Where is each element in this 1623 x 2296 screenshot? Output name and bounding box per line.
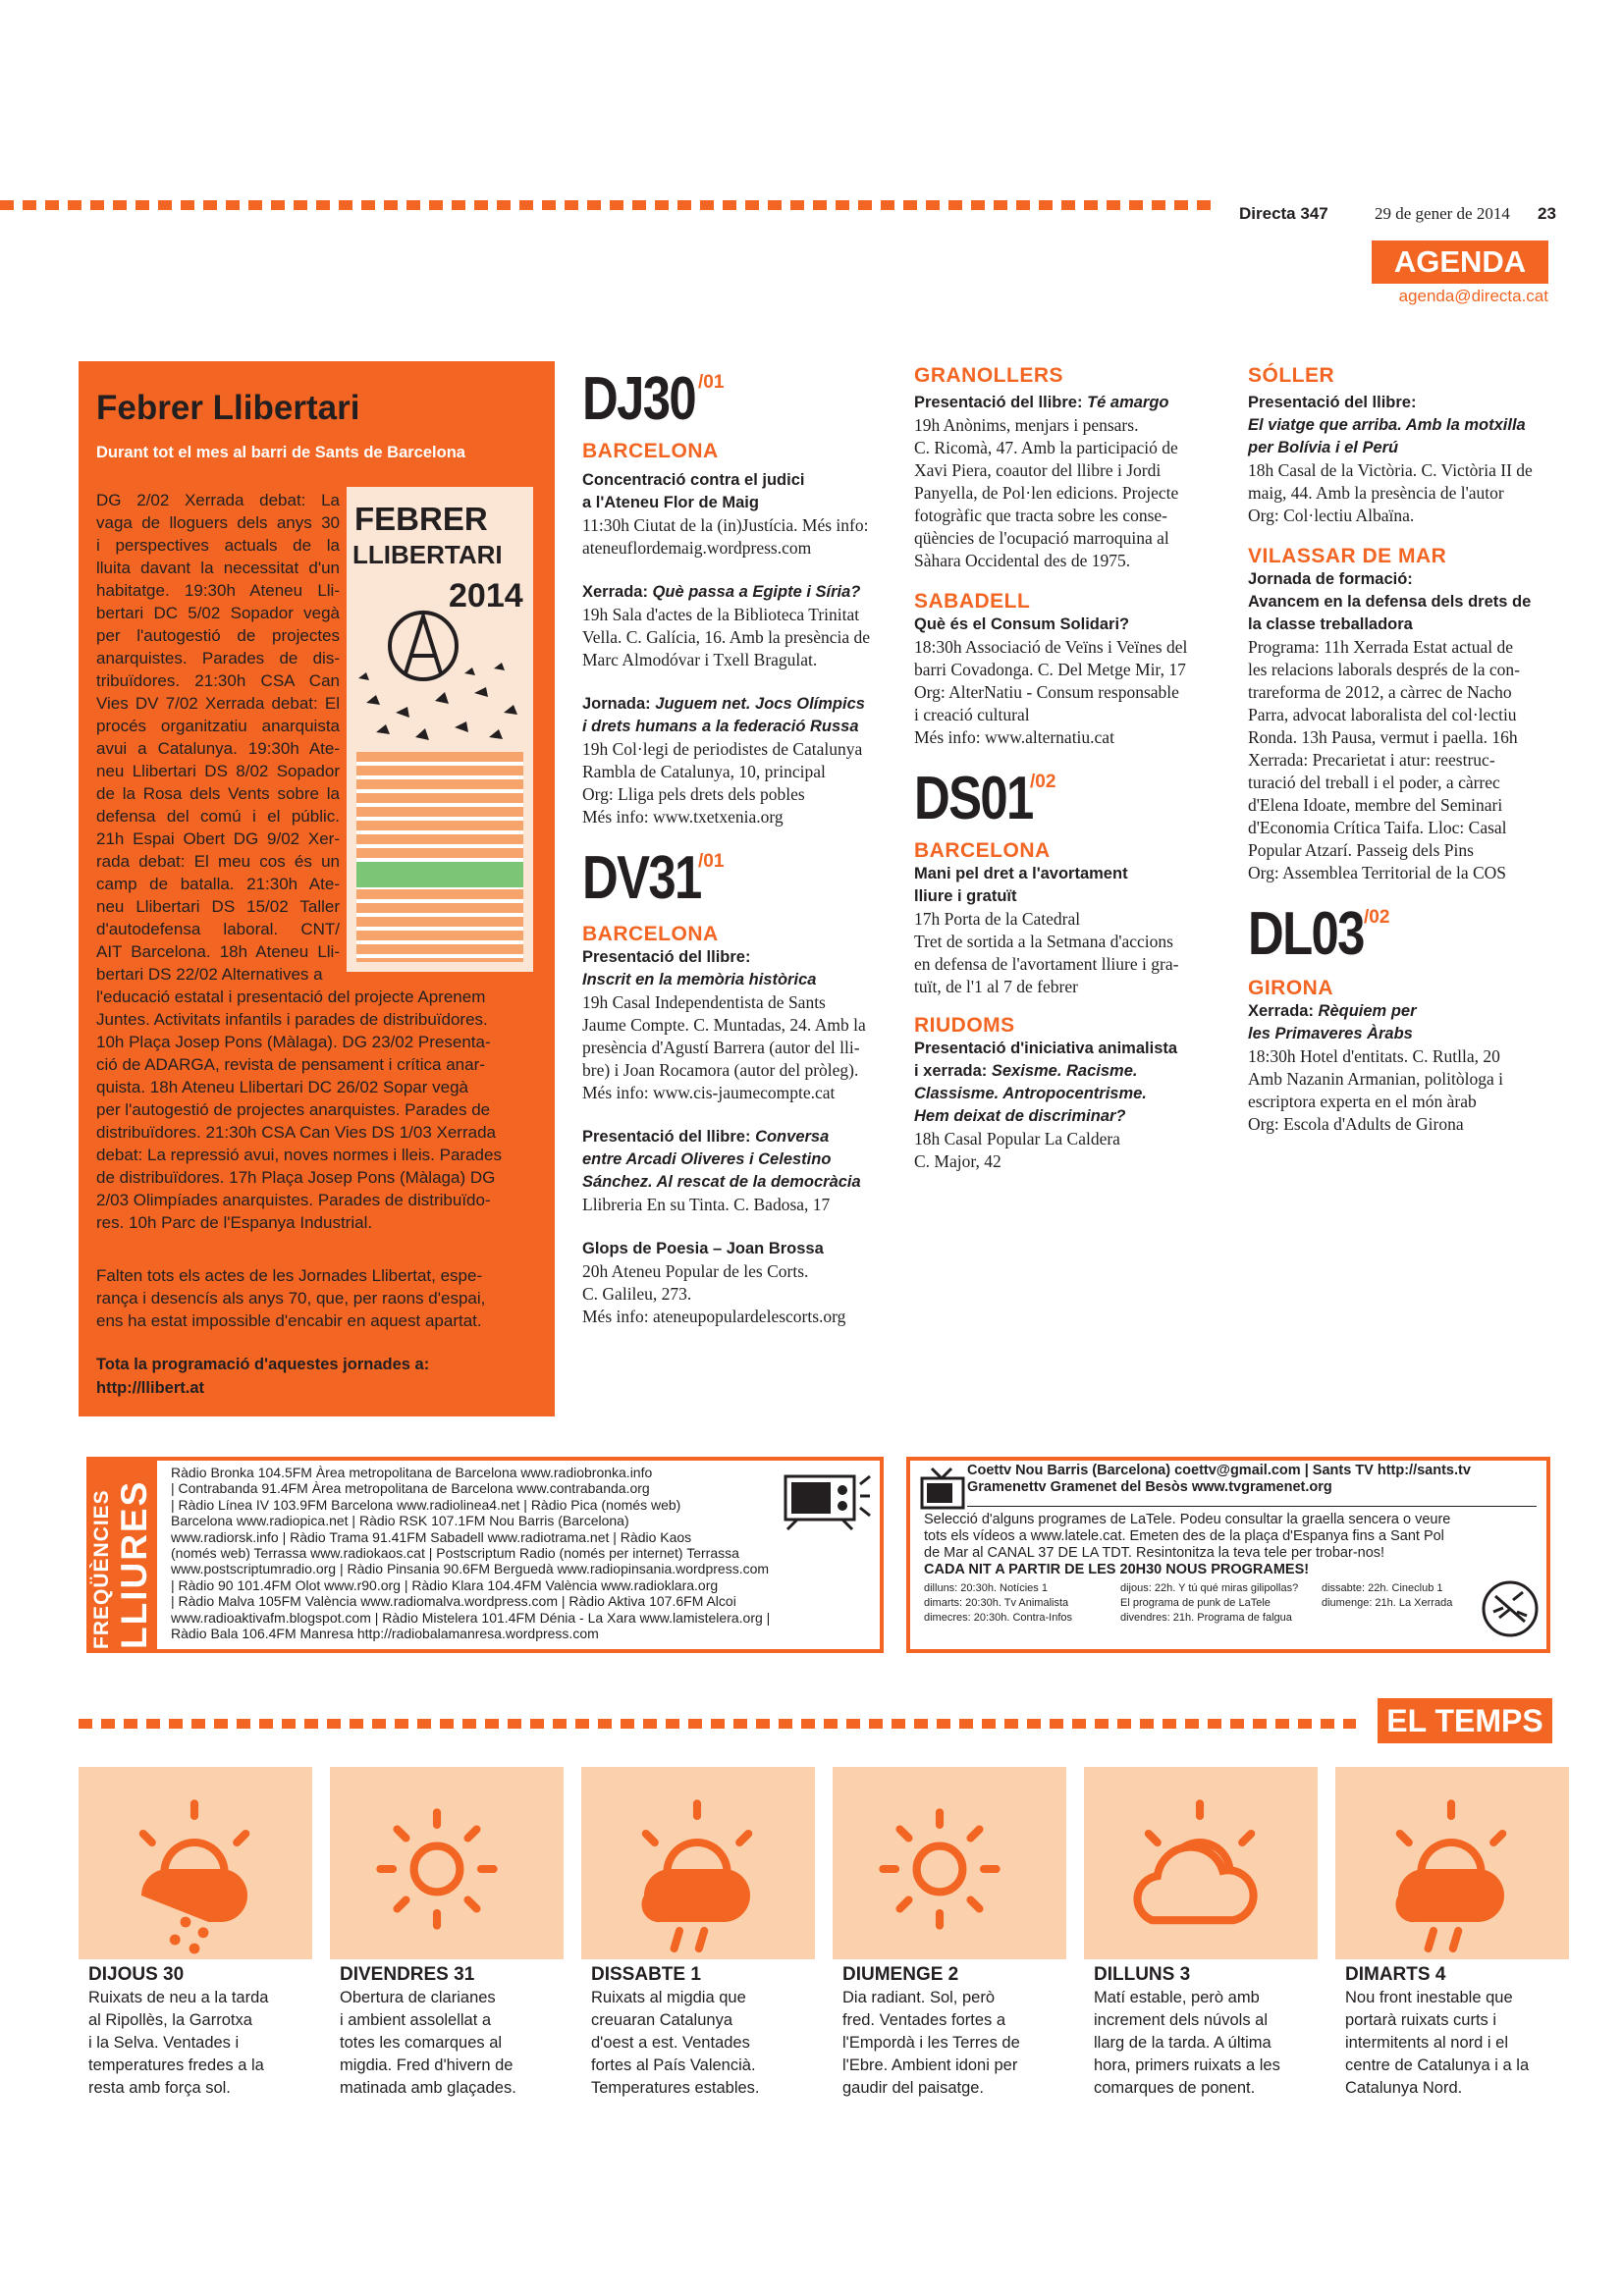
event-details: [1248, 636, 1562, 884]
event-detail-line: C. Ricomà, 47. Amb la participació de: [914, 438, 1178, 457]
event-link[interactable]: Més info: ateneupopulardelescorts.org: [582, 1307, 846, 1326]
mosquito-icon: [1480, 1578, 1541, 1639]
weather-desc-line: hora, primers ruixats a les: [1094, 2056, 1280, 2074]
tv-divider: [967, 1506, 1537, 1507]
day-heading-dl03: [1248, 902, 1562, 967]
feature-body-line: de distribuïdores. 17h Plaça Josep Pons (Màlaga) DG: [96, 1168, 496, 1187]
feature-body-line: res. 10h Parc de l'Espanya Industrial.: [96, 1213, 373, 1232]
feature-body-line: avui a Catalunya. 19:30h Ate-: [96, 739, 340, 758]
event-detail-line: Vella. C. Galícia, 16. Amb la presència de: [582, 627, 871, 647]
agenda-column-3: [914, 364, 1218, 1173]
event-detail-line: presència d'Agustí Barrera (autor del lli-: [582, 1038, 860, 1057]
feature-body-line: Juntes. Activitats infantils i parades de distribuïdores.: [96, 1010, 488, 1029]
radio-station-line: Barcelona www.radiopica.net | Ràdio RSK 107.1FM Nou Barris (Barcelona): [171, 1513, 629, 1529]
tv-schedule-entry: diumenge: 21h. La Xerrada: [1322, 1597, 1453, 1609]
event-details: [582, 514, 889, 560]
feature-body-line: anarquistes. Parades de dis-: [96, 649, 340, 667]
event-title-line: Jornada de formació:: [1248, 570, 1413, 588]
event-detail-line: Tret de sortida a la Setmana d'accions: [914, 932, 1173, 951]
event-title-italic: Classisme. Antropocentrisme.: [914, 1085, 1147, 1102]
event-detail-line: Jaume Compte. C. Muntadas, 24. Amb la: [582, 1015, 866, 1035]
weather-text: [591, 1961, 825, 2100]
radio-station-line: www.radiorsk.info | Ràdio Trama 91.41FM Sabadell www.radiotrama.net | Ràdio Kaos: [171, 1528, 692, 1545]
event-detail-line: turació del treball i el poder, a càrrec: [1248, 773, 1500, 792]
day-month: /01: [698, 851, 725, 872]
tv-description: [924, 1512, 1533, 1578]
tv-icon: [918, 1465, 967, 1514]
event-detail-line: 11:30h Ciutat de la (in)Justícia. Més info:: [582, 515, 869, 535]
radio-station-line: | Contrabanda 91.4FM Àrea metropolitana de Barcelona www.contrabanda.org: [171, 1480, 650, 1497]
weather-card: [1084, 1767, 1318, 1959]
feature-body-line: Vies DV 7/02 Xerrada debat: El: [96, 694, 340, 713]
weather-desc-line: resta amb força sol.: [88, 2079, 231, 2097]
event-detail-line: Org: AlterNatiu - Consum responsable: [914, 682, 1179, 702]
page-number: 23: [1538, 204, 1556, 223]
event-detail-line: Panyella, de Pol·len edicions. Projecte: [914, 483, 1179, 503]
event-title: [914, 863, 1218, 908]
city-heading: BARCELONA: [582, 923, 719, 945]
event-detail-line: fotogràfic que tracta sobre les conse-: [914, 506, 1168, 525]
weather-day-name: DILLUNS 3: [1094, 1964, 1191, 1985]
city-heading: RIUDOMS: [914, 1014, 1015, 1037]
weather-desc-line: fortes al País Valencià.: [591, 2056, 756, 2074]
feature-body-line: vaga de lloguers dels anys 30: [96, 513, 340, 532]
event-details: [914, 1128, 1218, 1173]
feature-body-line: AIT Barcelona. 18h Ateneu Lli-: [96, 942, 340, 961]
weather-section-label: EL TEMPS: [1378, 1698, 1552, 1743]
feature-body-line: per l'autogestió de projectes anarquistes. Parades de: [96, 1100, 491, 1119]
tv-schedule-entry: divendres: 21h. Programa de falgua: [1120, 1612, 1292, 1624]
day-month: /02: [1030, 772, 1056, 792]
event-title-line: Mani pel dret a l'avortament: [914, 865, 1128, 882]
publication-name: Directa 347: [1239, 204, 1328, 223]
feature-box: [79, 361, 555, 1416]
section-label: AGENDA: [1372, 240, 1548, 284]
feature-body-line: tribuïdores. 21:30h CSA Can: [96, 671, 340, 690]
weather-desc-line: i la Selva. Ventades i: [88, 2034, 240, 2052]
event-detail-line: Marc Almodóvar i Txell Bragulat.: [582, 650, 818, 669]
agenda-column-4: [1248, 364, 1562, 1136]
day-code: DV31: [582, 844, 701, 912]
event-title-italic: les Primaveres Àrabs: [1248, 1025, 1413, 1042]
tv-desc-line: Selecció d'alguns programes de LaTele. Podeu consultar la graella sencera o veure: [924, 1512, 1451, 1527]
radio-side-title-2: LLIURES: [114, 1479, 154, 1649]
day-month: /01: [698, 372, 725, 393]
feature-note: [96, 1264, 536, 1332]
event-detail-line: Xavi Piera, coautor del llibre i Jordi: [914, 460, 1162, 480]
radio-station-line: www.postscriptumradio.org | Ràdio Pinsania 90.6FM Berguedà www.radiopinsania.wordpress.com: [171, 1561, 770, 1577]
city-heading: BARCELONA: [582, 440, 719, 462]
partly-cloudy-icon: [1111, 1781, 1288, 1957]
event-details: [914, 908, 1218, 998]
tv-desc-line: de Mar al CANAL 37 DE LA TDT. Resintonitza la teva tele per trobar-nos!: [924, 1545, 1385, 1561]
event-detail-line: Rambla de Catalunya, 10, principal: [582, 762, 826, 781]
day-month: /02: [1364, 907, 1390, 928]
event-title: [1248, 1000, 1562, 1045]
weather-text: [1345, 1961, 1579, 2100]
event-title-line: a l'Ateneu Flor de Maig: [582, 494, 759, 511]
event-title: [582, 693, 889, 738]
weather-desc-line: gaudir del paisatge.: [842, 2079, 985, 2097]
feature-note-line: rança i desencís als anys 70, que, per raons d'espai,: [96, 1289, 486, 1308]
snow-icon: [106, 1781, 283, 1957]
event-detail-line: Xerrada: Precarietat i atur: reestruc-: [1248, 750, 1495, 770]
event-detail-line: d'Economia Crítica Taifa. Lloc: Casal: [1248, 818, 1507, 837]
day-code: DS01: [914, 765, 1033, 832]
event-details: [914, 636, 1218, 749]
event-detail-line: 18h Casal Popular La Caldera: [914, 1129, 1120, 1148]
poster-title-1: FEBRER: [354, 501, 488, 537]
event-detail-line: les relacions laborals després de la con-: [1248, 660, 1520, 679]
weather-day-name: DIMARTS 4: [1345, 1964, 1446, 1985]
tv-schedule-entry: dissabte: 22h. Cineclub 1: [1322, 1582, 1443, 1594]
event-link[interactable]: Més info: www.alternatiu.cat: [914, 727, 1114, 747]
event-detail-line: 19h Sala d'actes de la Biblioteca Trinitat: [582, 605, 860, 624]
event-detail-line: 19h Casal Independentista de Sants: [582, 992, 826, 1012]
event-detail-line: trareforma de 2012, a càrrec de Nacho: [1248, 682, 1512, 702]
day-heading-ds01: [914, 767, 1218, 831]
feature-body-line: habitatge. 19:30h Ateneu Lli-: [96, 581, 340, 600]
event-detail-line: Popular Atzarí. Passeig dels Pins: [1248, 840, 1474, 860]
weather-desc-line: centre de Catalunya i a la: [1345, 2056, 1530, 2074]
tv-schedule-entry: dimecres: 20:30h. Contra-Infos: [924, 1612, 1073, 1624]
feature-body-line: bertari DC 5/02 Sopador vegà: [96, 604, 340, 622]
event-detail-line: C. Major, 42: [914, 1151, 1001, 1171]
event-title-italic: Conversa: [755, 1128, 830, 1146]
event-title-line: Concentració contra el judici: [582, 471, 805, 489]
feature-body-line: bertari DS 22/02 Alternatives a: [96, 965, 323, 984]
event-details: [1248, 459, 1562, 527]
feature-body-line: l'educació estatal i presentació del projecte Aprenem: [96, 988, 486, 1006]
radio-station-line: | Ràdio Malva 105FM València www.radiomalva.wordpress.com | Ràdio Aktiva 107.6FM Alcoi: [171, 1593, 736, 1610]
weather-day-name: DIJOUS 30: [88, 1964, 185, 1985]
tv-channel-line: Gramenettv Gramenet del Besòs www.tvgramenet.org: [967, 1479, 1332, 1495]
city-heading: SÓLLER: [1248, 364, 1335, 387]
event-title: [914, 1038, 1218, 1128]
weather-day-name: DIVENDRES 31: [340, 1964, 475, 1985]
agenda-email-link[interactable]: agenda@directa.cat: [1398, 287, 1548, 305]
feature-body-line: procés organitzatiu anarquista: [96, 717, 340, 735]
event-details: [914, 414, 1218, 572]
feature-body-line: 21h Espai Obert DG 9/02 Xer-: [96, 829, 340, 848]
feature-url-link[interactable]: http://llibert.at: [96, 1379, 204, 1397]
weather-desc-line: totes les comarques al: [340, 2034, 503, 2052]
event-title-italic: Hem deixat de discriminar?: [914, 1107, 1126, 1125]
poster-year: 2014: [449, 577, 523, 614]
city-heading: BARCELONA: [914, 839, 1051, 862]
event-link[interactable]: Més info: www.txetxenia.org: [582, 807, 784, 827]
weather-desc-line: Dia radiant. Sol, però: [842, 1989, 996, 2006]
event-title: Glops de Poesia – Joan Brossa: [582, 1240, 824, 1257]
event-title: [582, 946, 889, 991]
feature-body-line: de la Rosa dels Vents sobre la: [96, 784, 340, 803]
city-heading: GIRONA: [1248, 977, 1333, 999]
event-title-italic: Sánchez. Al rescat de la democràcia: [582, 1173, 861, 1191]
event-detail-line: escriptora experta en el món àrab: [1248, 1092, 1477, 1111]
weather-desc-line: i ambient assolellat a: [340, 2011, 492, 2029]
rain-icon: [1363, 1781, 1540, 1957]
event-label: Xerrada:: [582, 583, 653, 601]
feature-title: Febrer Llibertari: [96, 389, 360, 427]
weather-text: [842, 1961, 1076, 2100]
event-details: [1248, 1045, 1562, 1136]
weather-card: [833, 1767, 1066, 1959]
radio-station-line: Ràdio Bronka 104.5FM Àrea metropolitana de Barcelona www.radiobronka.info: [171, 1465, 653, 1480]
event-detail-line: maig, 44. Amb la presència de l'autor: [1248, 483, 1504, 503]
radio-station-list: [171, 1465, 878, 1641]
event-detail-line: barri Covadonga. C. Del Metge Mir, 17: [914, 660, 1186, 679]
event-title: Què és el Consum Solidari?: [914, 615, 1130, 633]
weather-card: [1335, 1767, 1569, 1959]
radio-station-line: | Ràdio 90 101.4FM Olot www.r90.org | Ràdio Klara 104.4FM València www.radioklara.org: [171, 1576, 719, 1593]
radio-station-line: Ràdio Bala 106.4FM Manresa http://radiobalamanresa.wordpress.com: [171, 1626, 599, 1642]
day-code: DJ30: [582, 365, 695, 433]
event-title-italic: i drets humans a la federació Russa: [582, 718, 859, 735]
event-link[interactable]: Més info: www.cis-jaumecompte.cat: [582, 1083, 836, 1102]
radio-side-title: [86, 1457, 157, 1653]
weather-text: [1094, 1961, 1327, 2100]
feature-body-line: distribuïdores. 21:30h CSA Can Vies DS 1/03 Xerrada: [96, 1123, 496, 1142]
tv-section: [906, 1457, 1550, 1653]
event-title-line: Presentació del llibre:: [1248, 394, 1417, 411]
feature-body-line: neu Llibertari DS 8/02 Sopador: [96, 762, 340, 780]
event-detail-line: Org: Assemblea Territorial de la COS: [1248, 863, 1507, 882]
event-title-line: lliure i gratuït: [914, 887, 1017, 905]
event-title: [582, 1126, 889, 1194]
event-detail-line: d'Elena Idoate, membre del Seminari: [1248, 795, 1503, 815]
tv-schedule-entry: dijous: 22h. Y tú qué miras gilipollas?: [1120, 1582, 1299, 1594]
tv-channels: [967, 1463, 1546, 1496]
weather-desc-line: Temperatures estables.: [591, 2079, 760, 2097]
event-title: [582, 469, 889, 514]
event-detail-line: Parra, advocat laboralista del col·lectiu: [1248, 705, 1517, 724]
event-detail-line: C. Galileu, 273.: [582, 1284, 692, 1304]
tv-desc-line: tots els vídeos a www.latele.cat. Emeten des de la plaça d'Espanya fins a Sant Pol: [924, 1528, 1444, 1544]
feature-body-line: 10h Plaça Josep Pons (Màlaga). DG 23/02 Presenta-: [96, 1033, 491, 1051]
event-detail-line: Ronda. 13h Pausa, vermut i paella. 16h: [1248, 727, 1518, 747]
weather-desc-line: migdia. Fred d'hivern de: [340, 2056, 514, 2074]
event-detail-line: Amb Nazanin Armanian, politòloga i: [1248, 1069, 1504, 1089]
event-title-line: la classe treballadora: [1248, 615, 1413, 633]
issue-date: 29 de gener de 2014: [1375, 204, 1510, 223]
weather-desc-line: Nou front inestable que: [1345, 1989, 1513, 2006]
event-detail-line: 19h Col·legi de periodistes de Catalunya: [582, 739, 863, 759]
city-heading: VILASSAR DE MAR: [1248, 545, 1447, 567]
feature-footer: [96, 1353, 536, 1400]
weather-desc-line: temperatures fredes a la: [88, 2056, 264, 2074]
tv-desc-line: CADA NIT A PARTIR DE LES 20H30 NOUS PROGRAMES!: [924, 1562, 1310, 1577]
tv-schedule-entry: dimarts: 20:30h. Tv Animalista: [924, 1597, 1069, 1609]
radio-side-title-1: FREQÜÈNCIES: [90, 1489, 113, 1649]
event-title: [914, 392, 1218, 414]
event-details: [582, 604, 889, 671]
event-label: Presentació del llibre:: [914, 394, 1088, 411]
feature-body-line: DG 2/02 Xerrada debat: La: [96, 491, 340, 509]
header-dash-rule: [0, 200, 1217, 210]
radio-station-line: | Ràdio Línea IV 103.9FM Barcelona www.radiolinea4.net | Ràdio Pica (només web): [171, 1496, 681, 1513]
feature-body-line: rada debat: El meu cos és un: [96, 852, 340, 871]
event-detail-line: Org: Escola d'Adults de Girona: [1248, 1114, 1464, 1134]
poster-title-2: LLIBERTARI: [352, 540, 503, 569]
event-detail-line: Programa: 11h Xerrada Estat actual de: [1248, 637, 1514, 657]
event-detail-line: 19h Anònims, menjars i pensars.: [914, 415, 1139, 435]
weather-desc-line: intermitents al nord i el: [1345, 2034, 1508, 2052]
weather-desc-line: Matí estable, però amb: [1094, 1989, 1260, 2006]
event-detail-line: bre) i Joan Rocamora (autor del pròleg).: [582, 1060, 859, 1080]
weather-desc-line: llarg de la tarda. A última: [1094, 2034, 1271, 2052]
weather-day-name: DIUMENGE 2: [842, 1964, 959, 1985]
event-title-line: Presentació d'iniciativa animalista: [914, 1040, 1178, 1057]
weather-card: [79, 1767, 312, 1959]
radio-station-line: (només web) Terrassa www.radiokaos.cat | Postscriptum Radio (només per internet) Terrassa: [171, 1545, 739, 1562]
event-title-italic: Sexisme. Racisme.: [991, 1062, 1138, 1080]
rain-icon: [609, 1781, 785, 1957]
weather-desc-line: l'Empordà i les Terres de: [842, 2034, 1020, 2052]
feature-body-line: quista. 18h Ateneu Llibertari DC 26/02 Sopar vegà: [96, 1078, 468, 1096]
weather-desc-line: Catalunya Nord.: [1345, 2079, 1463, 2097]
weather-text: [88, 1961, 322, 2100]
event-label: Jornada:: [582, 695, 656, 713]
event-details: [582, 991, 889, 1104]
event-detail-line: 18:30h Associació de Veïns i Veïnes del: [914, 637, 1188, 657]
feature-body-line: i perspectives actuals de la: [96, 536, 340, 555]
radio-section: [86, 1457, 884, 1653]
event-label: Presentació del llibre:: [582, 1128, 756, 1146]
feature-footer-line: Tota la programació d'aquestes jornades a:: [96, 1356, 430, 1373]
feature-body-line: lluita davant la necessitat d'un: [96, 559, 340, 577]
feature-body-line: debat: La repressió avui, noves normes i lleis. Parades: [96, 1146, 502, 1164]
feature-body-line: defensa del comú i el públic.: [96, 807, 340, 826]
weather-text: [340, 1961, 573, 2100]
weather-card: [330, 1767, 564, 1959]
weather-dash-rule: [79, 1719, 1356, 1729]
feature-body-line: camp de batalla. 21:30h Ate-: [96, 875, 340, 893]
event-detail-line: i creació cultural: [914, 705, 1030, 724]
event-detail-line: Llibreria En su Tinta. C. Badosa, 17: [582, 1195, 831, 1214]
event-detail-line: tuït, de l'1 al 7 de febrer: [914, 977, 1078, 996]
feature-note-line: ens ha estat impossible d'encabir en aquest apartat.: [96, 1311, 482, 1330]
feature-body-line: per l'autogestió de projectes: [96, 626, 340, 645]
event-title-italic: Què passa a Egipte i Síria?: [652, 583, 861, 601]
event-details: [582, 1260, 889, 1328]
weather-desc-line: l'Ebre. Ambient idoni per: [842, 2056, 1018, 2074]
weather-desc-line: al Ripollès, la Garrotxa: [88, 2011, 252, 2029]
event-title-italic: Rèquiem per: [1318, 1002, 1417, 1020]
event-title-italic: Inscrit en la memòria històrica: [582, 971, 817, 988]
feature-body-line: d'autodefensa laboral. CNT/: [96, 920, 340, 938]
event-detail-line: 18:30h Hotel d'entitats. C. Rutlla, 20: [1248, 1046, 1500, 1066]
event-detail-line: 18h Casal de la Victòria. C. Victòria II de: [1248, 460, 1533, 480]
event-detail-line: 17h Porta de la Catedral: [914, 909, 1081, 929]
event-title-line: Avancem en la defensa dels drets de: [1248, 593, 1532, 611]
event-detail-line: Sàhara Occidental des de 1975.: [914, 551, 1131, 570]
day-code: DL03: [1248, 900, 1364, 968]
event-title-line: Presentació del llibre:: [582, 948, 751, 966]
day-heading-dj30: [582, 367, 889, 432]
event-title: [582, 581, 889, 604]
day-heading-dv31: [582, 846, 889, 911]
city-heading: SABADELL: [914, 590, 1031, 613]
city-heading: GRANOLLERS: [914, 364, 1063, 387]
header-masthead: [1239, 204, 1556, 224]
event-label: Xerrada:: [1248, 1002, 1319, 1020]
weather-desc-line: matinada amb glaçades.: [340, 2079, 516, 2097]
weather-desc-line: fred. Ventades fortes a: [842, 2011, 1006, 2029]
feature-subtitle: Durant tot el mes al barri de Sants de Barcelona: [96, 444, 465, 461]
event-link[interactable]: ateneuflordemaig.wordpress.com: [582, 538, 812, 558]
weather-desc-line: creuaran Catalunya: [591, 2011, 733, 2029]
tv-schedule-entry: El programa de punk de LaTele: [1120, 1597, 1271, 1609]
event-detail-line: Org: Lliga pels drets dels pobles: [582, 784, 805, 804]
event-detail-line: Org: Col·lectiu Albaïna.: [1248, 506, 1415, 525]
feature-body-line: neu Llibertari DS 15/02 Taller: [96, 897, 340, 916]
event-detail-line: 20h Ateneu Popular de les Corts.: [582, 1261, 809, 1281]
event-title-italic: per Bolívia i el Perú: [1248, 439, 1399, 456]
weather-desc-line: d'oest a est. Ventades: [591, 2034, 750, 2052]
feature-body-line: 2/03 Olimpíades anarquistes. Parades de distribuïdo-: [96, 1191, 491, 1209]
sun-icon: [357, 1781, 534, 1957]
feature-body-line: ció de ADARGA, revista de pensament i crítica anar-: [96, 1055, 485, 1074]
feature-note-line: Falten tots els actes de les Jornades Llibertat, espe-: [96, 1266, 483, 1285]
event-title: [1248, 392, 1562, 459]
weather-desc-line: Obertura de clarianes: [340, 1989, 496, 2006]
radio-station-line: www.radioaktivafm.blogspot.com | Ràdio Mistelera 101.4FM Dénia - La Xara www.lamistelera.org |: [171, 1609, 771, 1626]
event-title-italic: entre Arcadi Oliveres i Celestino: [582, 1150, 832, 1168]
weather-desc-line: Ruixats de neu a la tarda: [88, 1989, 269, 2006]
sun-icon: [860, 1781, 1037, 1957]
weather-day-name: DISSABTE 1: [591, 1964, 701, 1985]
weather-desc-line: Ruixats al migdia que: [591, 1989, 746, 2006]
weather-desc-line: increment dels núvols al: [1094, 2011, 1269, 2029]
feature-body: [96, 489, 536, 1234]
tv-channel-line: Coettv Nou Barris (Barcelona) coettv@gmail.com | Sants TV http://sants.tv: [967, 1463, 1471, 1478]
event-title-italic: Té amargo: [1087, 394, 1169, 411]
event-detail-line: en defensa de l'avortament lliure i gra-: [914, 954, 1179, 974]
weather-desc-line: comarques de ponent.: [1094, 2079, 1256, 2097]
event-label: i xerrada:: [914, 1062, 992, 1080]
event-title: [1248, 568, 1562, 636]
event-detail-line: qüències de l'ocupació marroquina al: [914, 528, 1169, 548]
event-details: [582, 1194, 889, 1216]
weather-desc-line: portarà ruixats curts i: [1345, 2011, 1497, 2029]
event-title-italic: Juguem net. Jocs Olímpics: [655, 695, 865, 713]
event-details: [582, 738, 889, 828]
event-title-italic: El viatge que arriba. Amb la motxilla: [1248, 416, 1526, 434]
agenda-column-2: [582, 361, 889, 1328]
weather-card: [581, 1767, 815, 1959]
tv-schedule-entry: dilluns: 20:30h. Notícies 1: [924, 1582, 1048, 1594]
